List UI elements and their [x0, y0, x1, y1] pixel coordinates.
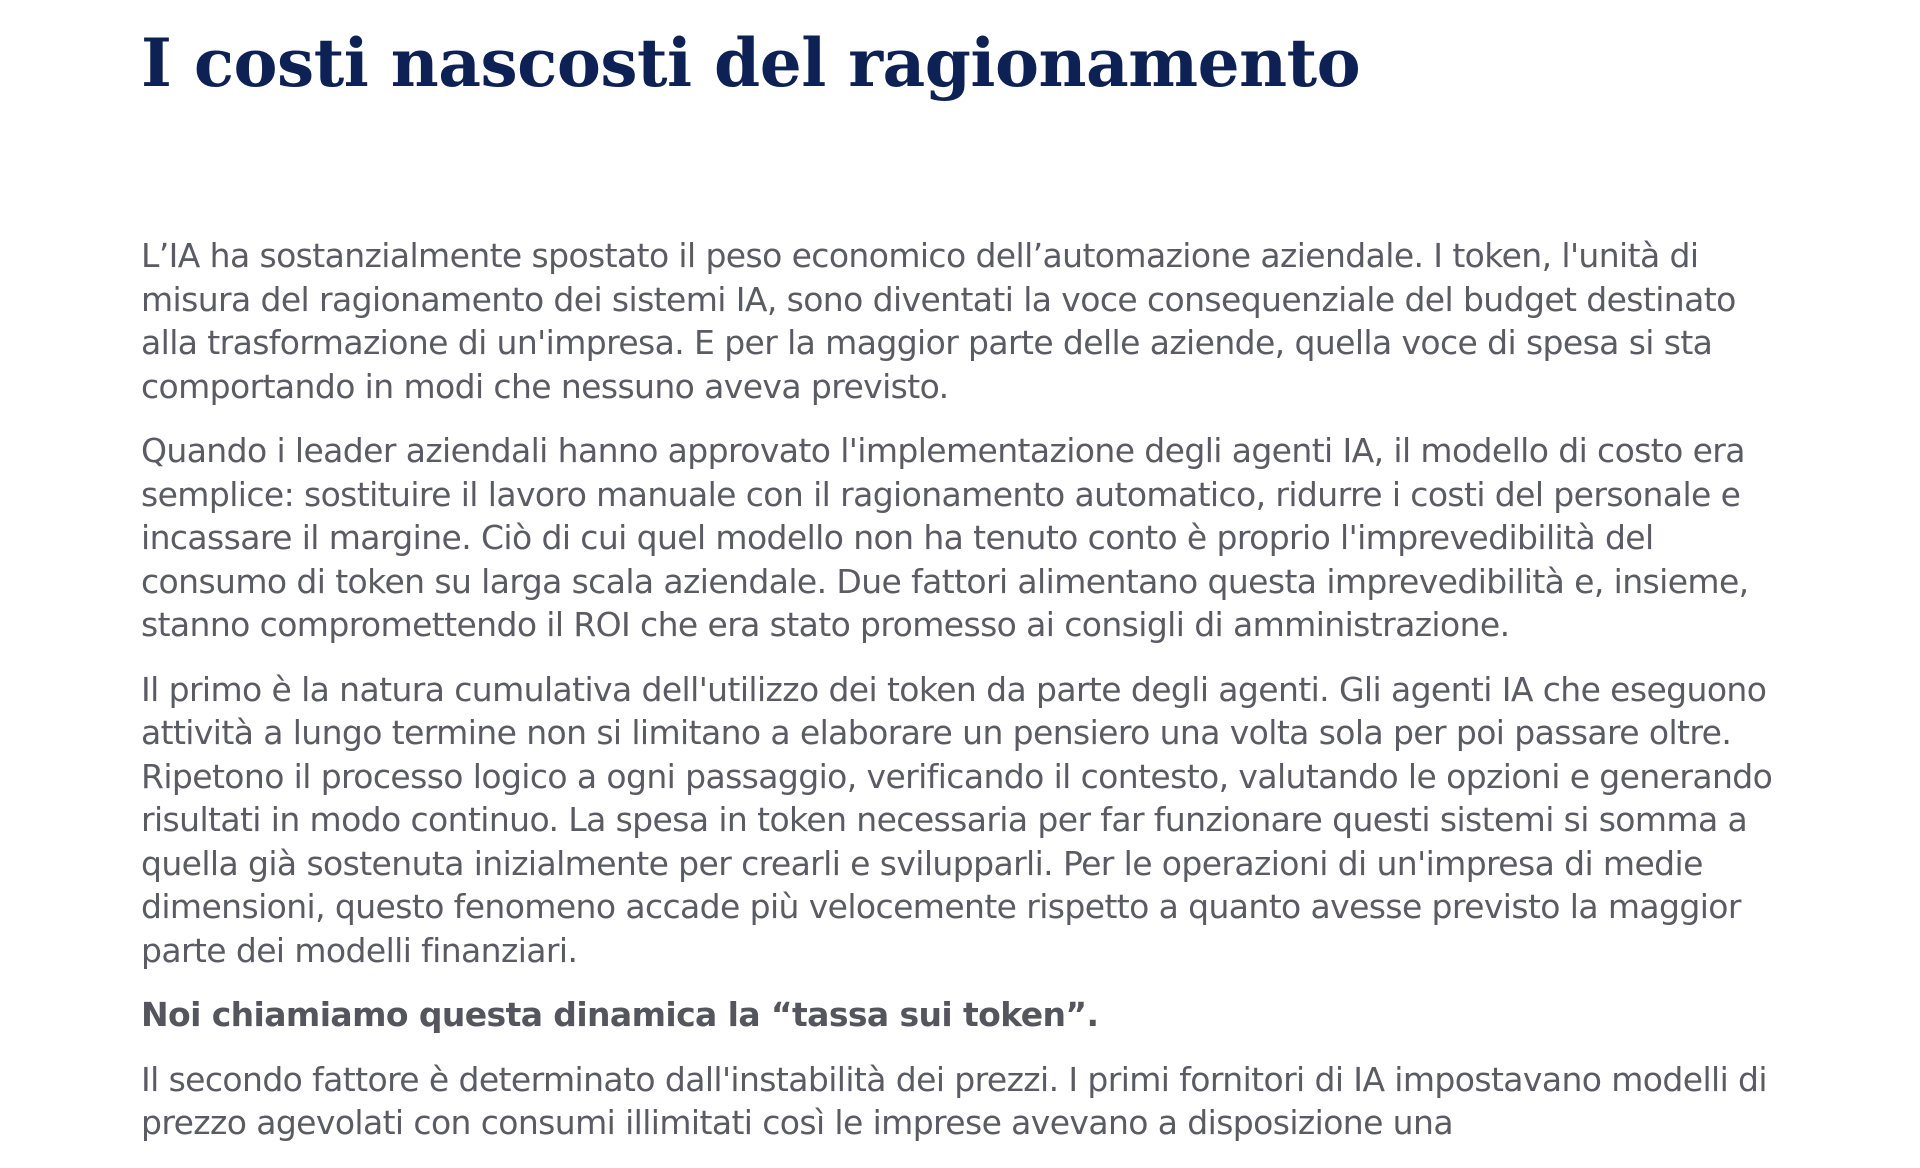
paragraph: Il secondo fattore è determinato dall'instabilità dei prezzi. I primi fornitori di IA impostavano modelli di prezzo agevolati con consumi illimitati così le imprese avevano a disposizione una [141, 1059, 1767, 1142]
paragraph: Quando i leader aziendali hanno approvato l'implementazione degli agenti IA, il modello di costo era semplice: sostituire il lavoro manuale con il ragionamento automatico, ridurre i costi del personale e incassare il margine. Ciò di cui quel modello non ha tenuto conto è proprio l'imprevedibilità del consumo di token su larga scala aziendale. Due fattori alimentano questa imprevedibilità e, insieme, stanno compromettendo il ROI che era stato promesso ai consigli di amministrazione. [141, 431, 1749, 644]
article-title: I costi nascosti del ragionamento [141, 24, 1361, 102]
paragraph: L’IA ha sostanzialmente spostato il peso economico dell’automazione aziendale. I token, l'unità di misura del ragionamento dei sistemi IA, sono diventati la voce consequenziale del budget destinato alla trasformazione di un'impresa. E per la maggior parte delle aziende, quella voce di spesa si sta comportando in modi che nessuno aveva previsto. [141, 236, 1736, 406]
article [141, 0, 1791, 1166]
paragraph: Il primo è la natura cumulativa dell'utilizzo dei token da parte degli agenti. Gli agenti IA che eseguono attività a lungo termine non si limitano a elaborare un pensiero una volta sola per poi passare oltre. Ripetono il processo logico a ogni passaggio, verificando il contesto, valutando le opzioni e generando risultati in modo continuo. La spesa in token necessaria per far funzionare questi sistemi si somma a quella già sostenuta inizialmente per crearli e svilupparli. Per le operazioni di un'impresa di medie dimensioni, questo fenomeno accade più velocemente rispetto a quanto avesse previsto la maggior parte dei modelli finanziari. [141, 669, 1773, 970]
article-body [141, 234, 1791, 1145]
emphasis-paragraph: Noi chiamiamo questa dinamica la “tassa sui token”. [141, 995, 1099, 1034]
